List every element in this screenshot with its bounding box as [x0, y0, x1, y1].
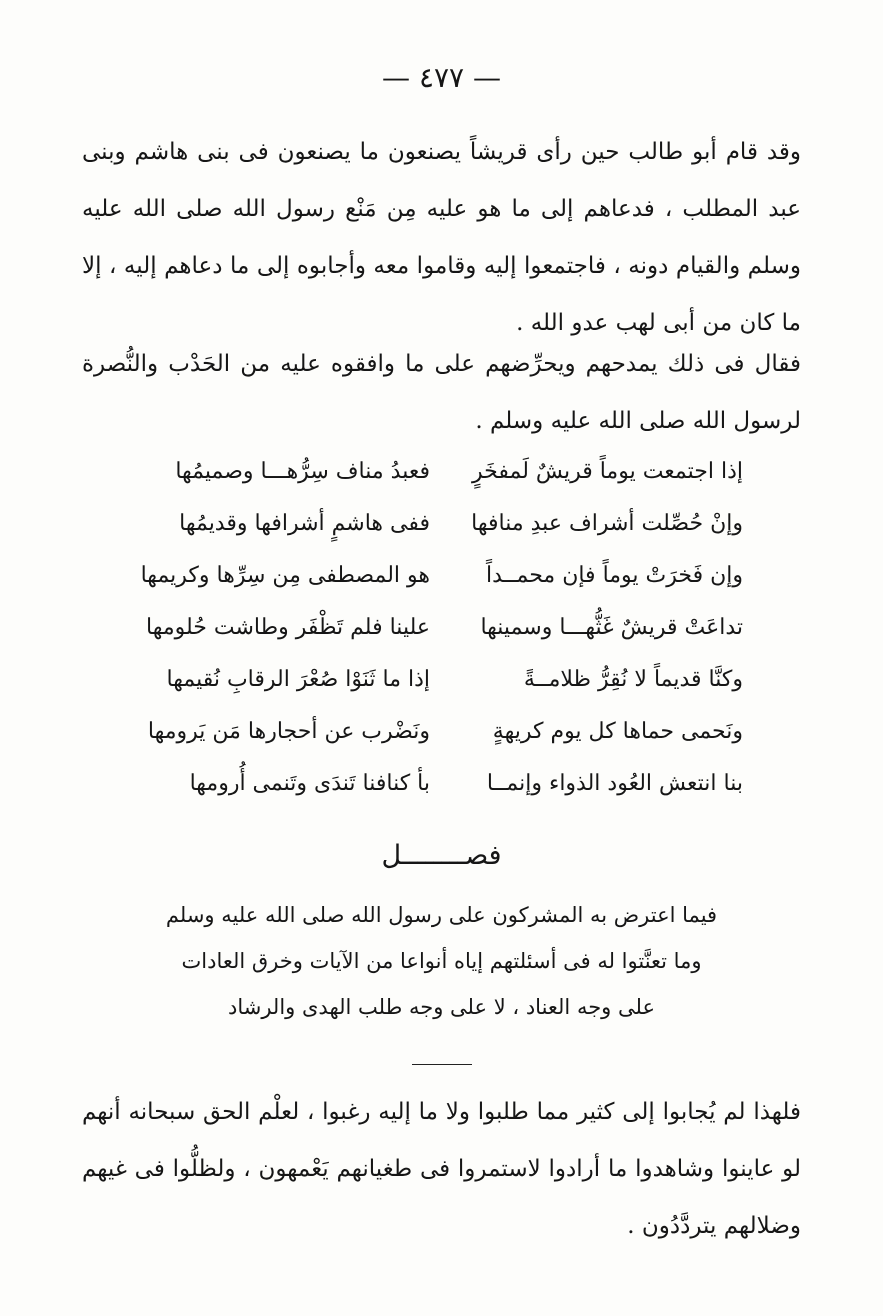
section-subtitle — [120, 892, 763, 1030]
verse-first-hemistich: وكنَّا قديماً لا نُقِرُّ ظلامــةً — [523, 667, 743, 692]
verse-first-hemistich: بنا انتعش العُود الذواء وإنمــا — [486, 771, 743, 796]
verse-second-hemistich: فعبدُ مناف سِرُّهـــا وصميمُها — [175, 459, 430, 484]
section-heading: فصــــــــل — [381, 840, 502, 871]
poem-verse — [140, 602, 743, 654]
subtitle-line: وما تعنَّتوا له فى أسئلتهم إياه أنواعا من الآيات وخرق العادات — [181, 949, 702, 973]
verse-second-hemistich: إذا ما ثَنَوْا صُعْرَ الرقابِ نُقيمها — [166, 667, 430, 692]
paragraph-abu-talib: وقد قام أبو طالب حين رأى قريشاً يصنعون ما يصنعون فى بنى هاشم وبنى عبد المطلب ، فدعاهم إلى ما هو عليه مِن مَنْع رسول الله صلى الله عليه وسلم والقيام دونه ، فاجتمعوا إليه وقاموا معه وأجابوه إلى ما دعاهم إليه ، إلا ما كان من أبى لهب عدو الله . — [82, 139, 801, 336]
poem-verse — [140, 550, 743, 602]
poem-verse — [140, 758, 743, 810]
divider — [412, 1064, 472, 1065]
poem-verse — [140, 706, 743, 758]
poem — [140, 446, 743, 810]
verse-second-hemistich: علينا فلم تَظْفَر وطاشت حُلومها — [146, 615, 430, 640]
verse-second-hemistich: هو المصطفى مِن سِرِّها وكريمها — [140, 563, 430, 588]
verse-first-hemistich: إذا اجتمعت يوماً قريشٌ لَمفخَرٍ — [472, 459, 743, 484]
verse-first-hemistich: وإنْ حُصِّلت أشراف عبدِ منافها — [471, 511, 743, 536]
subtitle-line: على وجه العناد ، لا على وجه طلب الهدى والرشاد — [228, 995, 655, 1019]
verse-first-hemistich: ونَحمى حماها كل يوم كريهةٍ — [492, 719, 743, 744]
verse-second-hemistich: ففى هاشمٍ أشرافها وقديمُها — [179, 511, 430, 536]
verse-second-hemistich: ونَضْرب عن أحجارها مَن يَرومها — [147, 719, 430, 744]
verse-first-hemistich: وإن فَخرَتْ يوماً فإن محمــداً — [485, 563, 743, 588]
poem-verse — [140, 498, 743, 550]
verse-first-hemistich: تداعَتْ قريشٌ غَثُّهـــا وسمينها — [480, 615, 743, 640]
poem-verse — [140, 654, 743, 706]
page-number: — ٤٧٧ — — [382, 61, 501, 94]
paragraph-poem-intro: فقال فى ذلك يمدحهم ويحرِّضهم على ما وافقوه عليه من الحَدْب والنُّصرة لرسول الله صلى الله عليه وسلم . — [82, 351, 801, 434]
poem-verse — [140, 446, 743, 498]
subtitle-line: فيما اعترض به المشركون على رسول الله صلى الله عليه وسلم — [165, 903, 718, 927]
verse-second-hemistich: بأ كنافنا تَندَى وتَنمى أُرومها — [189, 771, 430, 796]
paragraph-closing: فلهذا لم يُجابوا إلى كثير مما طلبوا ولا ما إليه رغبوا ، لعلْم الحق سبحانه أنهم لو عاينوا وشاهدوا ما أرادوا لاستمروا فى طغيانهم يَعْمهون ، ولظلُّوا فى غيهم وضلالهم يتردَّدُون . — [82, 1099, 801, 1239]
